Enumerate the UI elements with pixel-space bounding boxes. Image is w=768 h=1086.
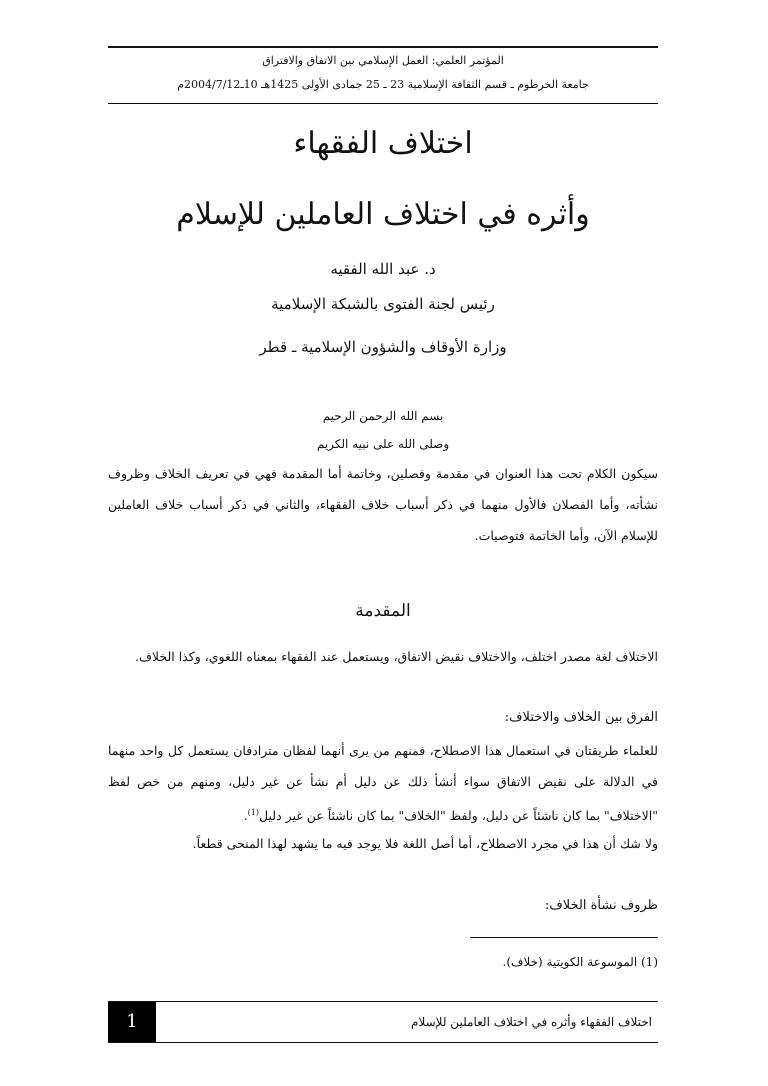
subheading-difference: الفرق بين الخلاف والاختلاف: <box>504 710 658 725</box>
intro-paragraph: سيكون الكلام تحت هذا العنوان في مقدمة وفصلين، وخاتمة أما المقدمة فهي في تعريف الخلاف وظروف نشأته، وأما الفصلان فالأول منهما في ذكر أسباب خلاف الفقهاء، والثاني في ذكر أسباب خلاف العاملين للإسلام الآن، وأما الخاتمة فتوصيات. <box>108 466 658 543</box>
definition-paragraph: الاختلاف لغة مصدر اختلف، والاختلاف نقيض الاتفاق، ويستعمل عند الفقهاء بمعناه اللغوي، وكذا الخلاف. <box>135 649 658 664</box>
difference-end: . <box>243 808 248 824</box>
basmala: بسم الله الرحمن الرحيم <box>322 409 444 423</box>
page-number: 1 <box>108 1002 156 1042</box>
footnote-reference[interactable]: (1) <box>247 808 260 817</box>
author-name: د. عبد الله الفقيه <box>330 260 436 278</box>
conference-title: المؤتمر العلمي: العمل الإسلامي بين الاتفاق والافتراق <box>262 54 504 67</box>
author-position: رئيس لجنة الفتوى بالشبكة الإسلامية <box>271 295 495 313</box>
footer-title: اختلاف الفقهاء وأثره في اختلاف العاملين للإسلام <box>411 1015 652 1029</box>
header-bottom-rule <box>108 103 658 104</box>
conference-venue-date: جامعة الخرطوم ـ قسم الثقافة الإسلامية 23 ـ 25 جمادى الأولى 1425هـ 10ـ2004/7/12م <box>177 78 589 91</box>
salat-line: وصلى الله على نبيه الكريم <box>316 437 450 451</box>
footnote-rule <box>470 937 658 938</box>
paper-title-line2: وأثره في اختلاف العاملين للإسلام <box>176 197 590 232</box>
header-top-rule <box>108 46 658 48</box>
paper-title-line1: اختلاف الفقهاء <box>293 126 473 161</box>
section-heading: المقدمة <box>355 601 411 621</box>
difference-text: للعلماء طريقتان في استعمال هذا الاصطلاح، فمنهم من يرى أنهما لفظان مترادفان يستعمل كل واحد منهما في الدلالة على نقيض الاتفاق سواء أنشأ ذلك عن دليل أم نشأ عن غير دليل، ومنهم من خص لفظ "الاختلاف" بما كان ناشئاً عن دليل، ولفظ "الخلاف" بما كان ناشئاً عن غير دليل <box>108 743 658 824</box>
author-ministry: وزارة الأوقاف والشؤون الإسلامية ـ قطر <box>259 338 507 356</box>
footnote-text: (1) الموسوعة الكويتية (خلاف). <box>502 955 658 969</box>
page-footer <box>108 1001 658 1043</box>
conclusion-paragraph: ولا شك أن هذا في مجرد الاصطلاح، أما أصل اللغة فلا يوجد فيه ما يشهد لهذا المنحى قطعاً. <box>192 836 658 851</box>
subheading-origins: ظروف نشأة الخلاف: <box>544 898 658 913</box>
difference-paragraph <box>108 735 658 831</box>
